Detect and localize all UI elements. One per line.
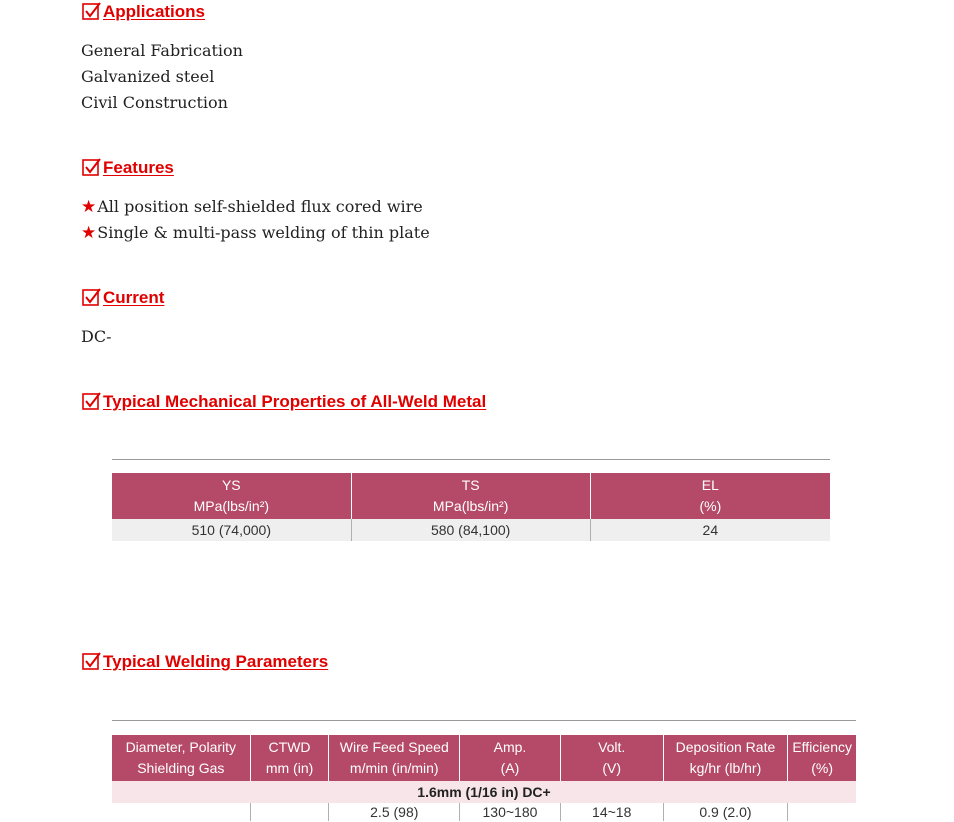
cell-efficiency bbox=[788, 803, 856, 821]
table-subheader-row bbox=[112, 781, 856, 803]
cell-ys: 510 (74,000) bbox=[112, 519, 351, 541]
cell-ctwd bbox=[250, 803, 329, 821]
cell-deposition: 0.9 (2.0) bbox=[663, 803, 788, 821]
divider bbox=[112, 459, 830, 460]
checkbox-check-icon bbox=[82, 652, 101, 671]
welding-parameters-table bbox=[112, 735, 856, 821]
mechanical-heading bbox=[82, 392, 486, 412]
cell-amp: 130~180 bbox=[460, 803, 561, 821]
header-deposition: Deposition Rate kg/hr (lb/hr) bbox=[663, 735, 788, 781]
list-item: ★All position self-shielded flux cored wire bbox=[81, 197, 423, 217]
header-ctwd: CTWD mm (in) bbox=[250, 735, 329, 781]
divider bbox=[112, 720, 856, 721]
features-list bbox=[81, 194, 430, 246]
header-amp: Amp. (A) bbox=[460, 735, 561, 781]
mechanical-title: Typical Mechanical Properties of All-Weld Metal bbox=[103, 392, 487, 411]
welding-title: Typical Welding Parameters bbox=[103, 652, 329, 671]
checkbox-check-icon bbox=[82, 392, 101, 411]
table-row bbox=[112, 519, 830, 541]
features-title: Features bbox=[103, 158, 174, 177]
cell-wire-feed: 2.5 (98) bbox=[329, 803, 460, 821]
cell-diameter bbox=[112, 803, 250, 821]
applications-title: Applications bbox=[103, 2, 206, 21]
cell-ts: 580 (84,100) bbox=[351, 519, 590, 541]
table-header-row bbox=[112, 735, 856, 781]
list-item: Galvanized steel bbox=[81, 67, 215, 86]
current-value: DC- bbox=[81, 327, 112, 346]
applications-heading bbox=[82, 2, 205, 22]
features-heading bbox=[82, 158, 174, 178]
header-efficiency: Efficiency (%) bbox=[788, 735, 856, 781]
header-volt: Volt. (V) bbox=[560, 735, 663, 781]
table-row bbox=[112, 803, 856, 821]
cell-volt: 14~18 bbox=[560, 803, 663, 821]
current-title: Current bbox=[103, 288, 165, 307]
subheader-diameter: 1.6mm (1/16 in) DC+ bbox=[112, 781, 856, 803]
star-icon: ★ bbox=[81, 223, 97, 243]
welding-heading bbox=[82, 652, 328, 672]
mechanical-properties-table bbox=[112, 473, 830, 541]
checkbox-check-icon bbox=[82, 288, 101, 307]
list-item: General Fabrication bbox=[81, 41, 243, 60]
checkbox-check-icon bbox=[82, 2, 101, 21]
table-header-row bbox=[112, 473, 830, 519]
checkbox-check-icon bbox=[82, 158, 101, 177]
star-icon: ★ bbox=[81, 197, 97, 217]
header-diameter: Diameter, Polarity Shielding Gas bbox=[112, 735, 250, 781]
header-ys: YS MPa(lbs/in²) bbox=[112, 473, 351, 519]
list-item: ★Single & multi-pass welding of thin plate bbox=[81, 223, 430, 243]
cell-el: 24 bbox=[590, 519, 830, 541]
header-wire-feed: Wire Feed Speed m/min (in/min) bbox=[329, 735, 460, 781]
list-item: Civil Construction bbox=[81, 93, 228, 112]
current-heading bbox=[82, 288, 164, 308]
applications-list bbox=[81, 38, 243, 116]
header-el: EL (%) bbox=[590, 473, 830, 519]
header-ts: TS MPa(lbs/in²) bbox=[351, 473, 590, 519]
